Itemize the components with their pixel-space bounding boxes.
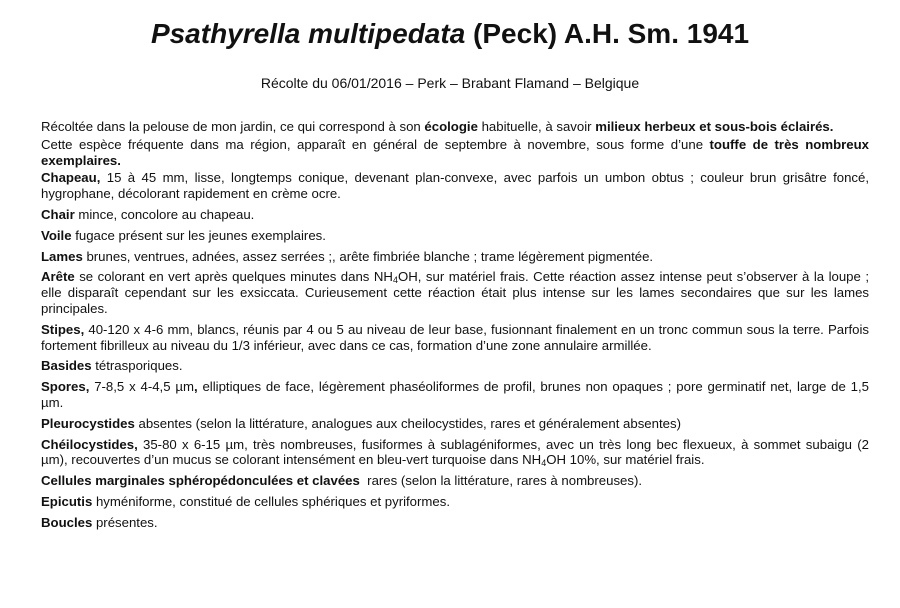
spores-comma: ,: [193, 379, 198, 395]
nh4-subscript: 4: [541, 458, 547, 469]
gills-paragraph: [41, 249, 869, 265]
document-title: [0, 18, 900, 50]
cap-term: Chapeau,: [41, 170, 101, 186]
nh4-subscript: 4: [392, 275, 398, 286]
title-authority: (Peck) A.H. Sm. 1941: [465, 18, 750, 49]
pleurocystidia-term: Pleurocystides: [41, 415, 135, 431]
veil-text: fugace présent sur les jeunes exemplaires.: [71, 227, 326, 243]
epicutis-term: Epicutis: [41, 493, 93, 509]
clamps-term: Boucles: [41, 514, 93, 530]
basidia-paragraph: [41, 358, 869, 374]
spores-term: Spores,: [41, 379, 90, 395]
frequency-text: Cette espèce fréquente dans ma région, apparaît en général de septembre à novembre, sous forme d’une: [41, 136, 710, 152]
flesh-paragraph: [41, 207, 869, 223]
stipe-text: 40-120 x 4-6 mm, blancs, réunis par 4 ou 5 au niveau de leur base, fusionnant finalement en un tronc commun sous la terre. Parfois fortement fibrilleux au niveau du 1/3 inférieur, avec dans ce cas, formation d’une zone annulaire armillée.: [41, 321, 869, 353]
ecology-term: écologie: [424, 119, 478, 134]
epicutis-paragraph: [41, 494, 869, 510]
ecology-text-2: habituelle, à savoir: [477, 119, 596, 134]
pleurocystidia-text: absentes (selon la littérature, analogues aux cheilocystides, rares et généralement absentes): [134, 415, 681, 431]
gills-term: Lames: [41, 248, 83, 264]
flesh-text: mince, concolore au chapeau.: [74, 206, 255, 222]
title-species-name: Psathyrella multipedata: [150, 18, 466, 49]
ecology-text-1: Récoltée dans la pelouse de mon jardin, ce qui correspond à son: [41, 119, 425, 134]
clamps-text: présentes.: [92, 514, 158, 530]
frequency-paragraph: [41, 137, 869, 169]
marginal-cells-text: rares (selon la littérature, rares à nombreuses).: [359, 473, 643, 489]
basidia-term: Basides: [41, 358, 92, 374]
cheilocystidia-paragraph: [41, 437, 869, 469]
gill-edge-term: Arête: [41, 269, 75, 285]
basidia-text: tétrasporiques.: [91, 358, 183, 374]
cheilocystidia-term: Chéilocystides,: [41, 436, 138, 452]
flesh-term: Chair: [41, 206, 75, 222]
collection-subtitle: Récolte du 06/01/2016 – Perk – Brabant Flamand – Belgique: [260, 75, 640, 91]
cheilocystidia-text-2: OH 10%, sur matériel frais.: [546, 452, 705, 468]
cap-text: 15 à 45 mm, lisse, longtemps conique, devenant plan-convexe, avec parfois un umbon obtus ; couleur brun grisâtre foncé, hygrophane, décolorant rapidement en crème ocre.: [41, 170, 869, 202]
gill-edge-paragraph: [41, 269, 869, 316]
veil-term: Voile: [41, 227, 72, 243]
ecology-paragraph: [41, 119, 869, 135]
clamps-paragraph: [41, 515, 869, 531]
gill-edge-text-1: se colorant en vert après quelques minutes dans NH: [74, 269, 393, 285]
spores-text-1: 7-8,5 x 4-4,5: [89, 379, 176, 395]
pleurocystidia-paragraph: [41, 416, 869, 432]
gills-text: brunes, ventrues, adnées, assez serrées ;, arête fimbriée blanche ; trame légèrement pigmentée.: [82, 248, 654, 264]
gill-edge-text-2: OH, sur matériel frais. Cette réaction assez intense peut s’observer à la loupe ; elle disparaît cependant sur les exsiccata. Curieusement cette réaction était plus intense sur les lames secondaires que sur les lames principales.: [41, 269, 869, 316]
tuft-term: touffe de très nombreux exemplaires.: [41, 136, 869, 168]
cheilocystidia-text-1: 35-80 x 6-15 µm, très nombreuses, fusiformes à sublagéniformes, avec un très long bec flexueux, à sommet subaigu (2 µm), recouvertes d’un mucus se colorant intensément en bleu-vert turquoise dans NH: [41, 436, 869, 468]
stipe-term: Stipes,: [41, 321, 85, 337]
spores-text-2: elliptiques de face, légèrement phaséoliformes de profil, brunes non opaques ; pore germinatif net, large de 1,5 µm.: [41, 379, 870, 410]
spores-paragraph: [41, 379, 869, 411]
marginal-cells-paragraph: [41, 473, 869, 489]
spores-unit: µm: [175, 379, 194, 395]
habitat-term: milieux herbeux et sous-bois éclairés.: [595, 119, 834, 134]
cap-paragraph: [41, 170, 869, 202]
veil-paragraph: [41, 228, 869, 244]
stipe-paragraph: [41, 322, 869, 354]
description-body: [41, 119, 869, 536]
epicutis-text: hyméniforme, constitué de cellules sphériques et pyriformes.: [92, 493, 450, 509]
marginal-cells-term: Cellules marginales sphéropédonculées et clavées: [41, 473, 360, 489]
